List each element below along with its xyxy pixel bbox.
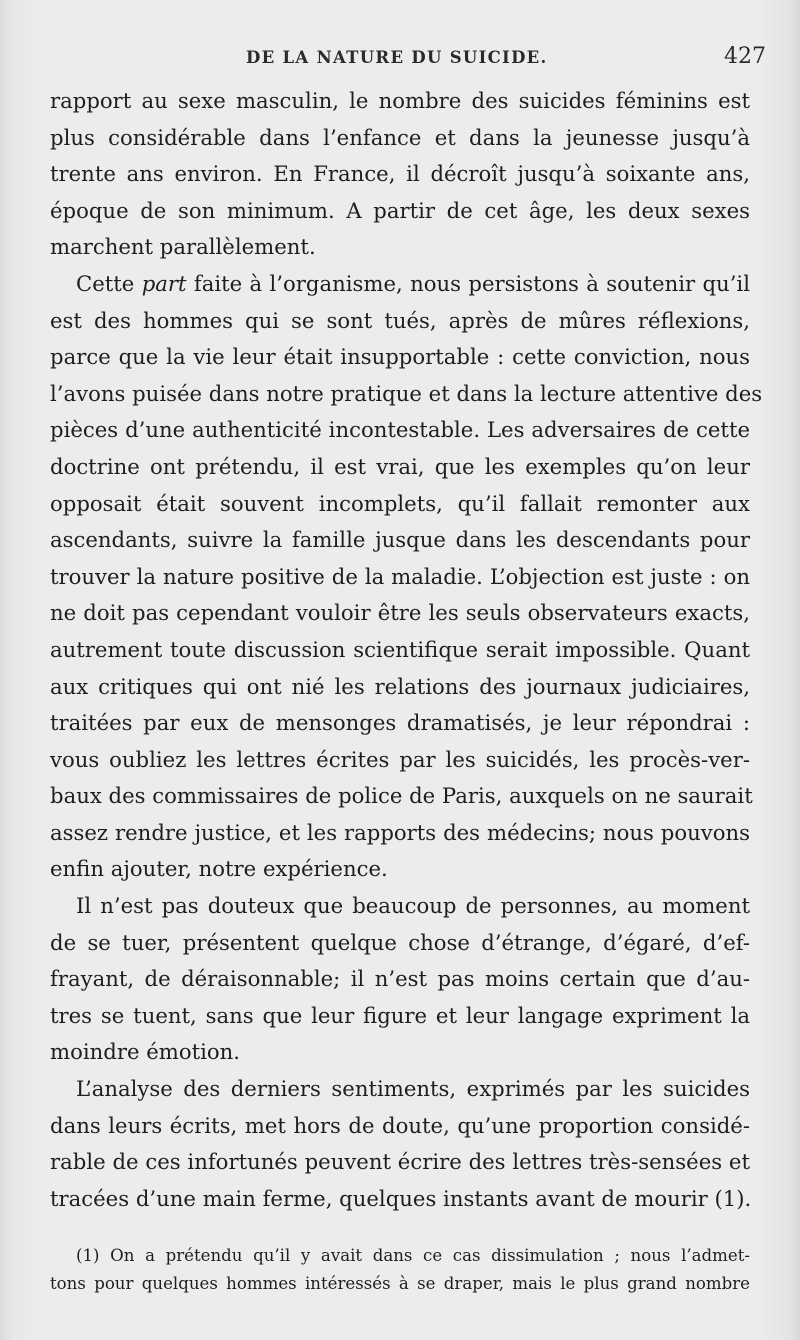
paragraph-start-line: L’analyse des derniers sentiments, exprimés par les suicides xyxy=(76,1076,750,1102)
text-line: trouver la nature positive de la maladie. L’objection est juste : on xyxy=(50,563,750,589)
body-text xyxy=(50,83,763,1217)
text-line: plus considérable dans l’enfance et dans la jeunesse jusqu’à xyxy=(50,124,750,150)
text-line: doctrine ont prétendu, il est vrai, que les exemples qu’on leur xyxy=(50,453,750,479)
text-line: ascendants, suivre la famille jusque dans les descendants pour xyxy=(50,527,750,553)
text-line: marchent parallèlement. xyxy=(50,234,316,260)
text-line: baux des commissaires de police de Paris, auxquels on ne saurait xyxy=(50,783,753,809)
running-head: DE LA NATURE DU SUICIDE. xyxy=(246,48,548,67)
text-line: l’avons puisée dans notre pratique et dans la lecture attentive des xyxy=(50,380,763,406)
text-line: rapport au sexe masculin, le nombre des suicides féminins est xyxy=(50,88,750,113)
paragraph-start-line: Il n’est pas douteux que beaucoup de personnes, au moment xyxy=(76,893,750,919)
footnote-line: (1) On a prétendu qu’il y avait dans ce cas dissimulation ; nous l’admet- xyxy=(76,1246,750,1265)
text-line: pièces d’une authenticité incontestable. Les adversaires de cette xyxy=(50,417,750,443)
text-line: aux critiques qui ont nié les relations des journaux judiciaires, xyxy=(50,673,750,699)
text-line: de se tuer, présentent quelque chose d’étrange, d’égaré, d’ef- xyxy=(50,929,750,955)
text-line: vous oubliez les lettres écrites par les suicidés, les procès-ver- xyxy=(50,746,750,772)
footnote-block xyxy=(50,1242,750,1298)
text-line: moindre émotion. xyxy=(50,1039,241,1065)
text-line: assez rendre justice, et les rapports des médecins; nous pouvons xyxy=(50,819,750,845)
text-line: enfin ajouter, notre expérience. xyxy=(50,856,388,882)
footnote-line: tons pour quelques hommes intéressés à se draper, mais le plus grand nombre xyxy=(50,1274,750,1293)
text-line: traitées par eux de mensonges dramatisés, je leur répondrai : xyxy=(50,710,750,736)
text-line: frayant, de déraisonnable; il n’est pas moins certain que d’au- xyxy=(50,966,750,992)
text-line: ne doit pas cependant vouloir être les seuls observateurs exacts, xyxy=(50,600,750,626)
italic-word: part xyxy=(141,270,187,296)
text-line: parce que la vie leur était insupportable : cette conviction, nous xyxy=(50,344,750,370)
text-line: rable de ces infortunés peuvent écrire des lettres très-sensées et xyxy=(50,1149,750,1175)
text-line: tres se tuent, sans que leur figure et leur langage expriment la xyxy=(50,1002,750,1028)
paragraph-start-line xyxy=(50,266,750,303)
text-fragment: faite à l’organisme, nous persistons à soutenir qu’il xyxy=(193,270,750,296)
text-fragment: Cette xyxy=(76,270,135,296)
text-line: dans leurs écrits, met hors de doute, qu’une proportion considé- xyxy=(50,1112,750,1138)
text-line: opposait était souvent incomplets, qu’il fallait remonter aux xyxy=(50,490,750,516)
text-line: est des hommes qui se sont tués, après de mûres réflexions, xyxy=(50,307,750,333)
text-line: autrement toute discussion scientifique serait impossible. Quant xyxy=(50,636,750,662)
page-number: 427 xyxy=(724,44,766,69)
page-header xyxy=(50,44,766,74)
text-line: trente ans environ. En France, il décroît jusqu’à soixante ans, xyxy=(50,161,750,187)
text-line: tracées d’une main ferme, quelques instants avant de mourir (1). xyxy=(50,1185,752,1211)
text-line: époque de son minimum. A partir de cet âge, les deux sexes xyxy=(50,197,750,223)
